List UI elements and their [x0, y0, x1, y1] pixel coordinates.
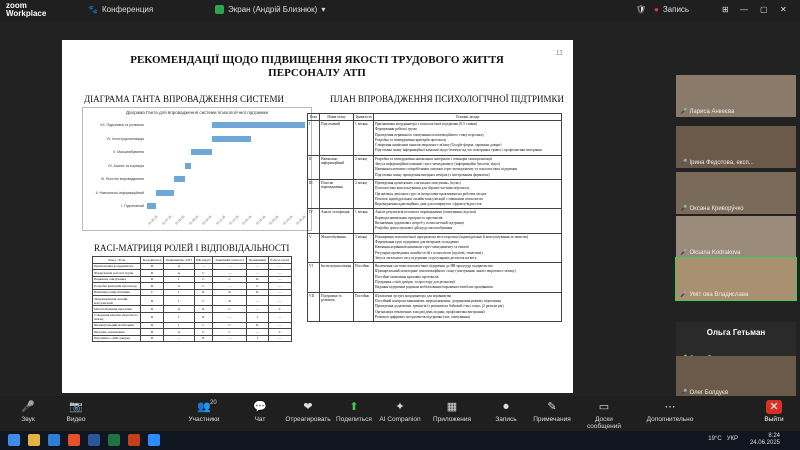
gantt-task-label: IV. Аналіз та корекція — [108, 163, 144, 168]
zoom-topbar — [0, 0, 800, 22]
plan-activity: Регулярне проведення онлайн-сесій з психологом (групові, тематичні) — [375, 250, 483, 255]
more-button[interactable] — [646, 400, 694, 423]
gantt-heading: ДІАГРАМА ГАНТА ВПРОВАДЖЕННЯ СИСТЕМИ — [84, 94, 284, 104]
plan-header-cell: Назва етапу — [320, 114, 354, 121]
raci-cell: — — [213, 312, 247, 322]
raci-cell: A — [164, 270, 194, 277]
gantt-x-tick: 01.06.25 — [147, 214, 159, 226]
gantt-row — [83, 174, 311, 185]
plan-activity: Підтримка «лінії довіри» та простору для релаксації — [375, 280, 456, 285]
gantt-chart-title: Діаграма Ганта для впровадження системи психологічної підтримки — [126, 110, 268, 115]
participant-name-text: Оксана Кривору́чко — [689, 206, 744, 212]
raci-cell: — — [268, 270, 291, 277]
gantt-bar — [212, 122, 305, 128]
raci-cell: C — [213, 329, 247, 336]
toolbar-label: Поделиться — [336, 416, 372, 423]
mic-muted-icon: 🎤 — [680, 390, 688, 396]
raci-cell: R — [141, 335, 164, 342]
participant-name — [680, 291, 748, 298]
raci-cell: Призначення координатора — [93, 263, 141, 270]
gantt-x-tick: 01.07.25 — [160, 214, 172, 226]
raci-cell: — — [268, 283, 291, 290]
raci-cell: R — [247, 289, 268, 296]
share-icon: ⬆ — [349, 401, 359, 413]
react-button[interactable] — [284, 400, 332, 423]
plan-activities-cell — [374, 292, 562, 321]
leave-icon: ✕ — [766, 400, 782, 414]
participant-tile[interactable] — [676, 75, 796, 117]
ai-companion-button[interactable] — [376, 400, 424, 423]
paw-icon: 🐾 — [88, 5, 98, 14]
excel-icon[interactable] — [108, 434, 120, 446]
plan-activity: Початок індивідуальних онлайн-консультацій з зовнішнім психологом — [375, 196, 483, 201]
plan-activities-cell — [374, 209, 562, 233]
record-button[interactable] — [482, 400, 530, 423]
gantt-bar — [174, 176, 185, 182]
raci-cell: — — [268, 312, 291, 322]
minimize-icon[interactable]: — — [740, 5, 748, 14]
plan-cell: II — [308, 155, 320, 179]
gantt-x-tick: 01.03.26 — [268, 214, 280, 226]
plan-activity: Постійний контроль виконавчих запропонованих, дотримання режиму відпочинку — [375, 298, 502, 303]
gantt-row — [83, 147, 311, 158]
slide-title: РЕКОМЕНДАЦІЇ ЩОДО ПІДВИЩЕННЯ ЯКОСТІ ТРУДОВОГО ЖИТТЯ ПЕРСОНАЛУ АТП — [130, 54, 504, 79]
gantt-x-tick: 01.09.25 — [187, 214, 199, 226]
raci-cell: — — [247, 306, 268, 313]
audio-icon: 🎤 — [21, 401, 35, 413]
plan-cell: 2 місяці — [354, 155, 374, 179]
plan-activities-cell — [374, 263, 562, 292]
participant-count-badge: 20 — [210, 400, 217, 406]
raci-cell: A — [164, 329, 194, 336]
plan-activity: Проведення додаткових тренінгів (з режимів на бойовий стан і тощо; (2 рази на рік) — [375, 304, 504, 309]
raci-cell: C — [194, 322, 213, 329]
plan-activity: Підготовка плану проведення вихідних вечірок (з інтегрованим форматом) — [375, 172, 490, 177]
raci-cell: R — [247, 322, 268, 329]
participant-name-text: Уміт ова Владислава — [689, 292, 749, 298]
system-tray[interactable]: 19°C УКР — [708, 436, 738, 442]
raci-header-cell: HR-відділ — [194, 257, 213, 264]
plan-activity: Проведення щомісячних «загальних опитувань» (пульс) — [375, 180, 461, 185]
plan-row — [308, 263, 562, 292]
raci-cell: — — [268, 276, 291, 283]
whiteboards-icon: ▭ — [598, 401, 610, 413]
raci-cell: R — [141, 329, 164, 336]
plan-cell: VI — [308, 263, 320, 292]
plan-cell: V — [308, 233, 320, 262]
presentation-slide — [62, 40, 573, 393]
raci-cell: — — [213, 270, 247, 277]
plan-row — [308, 121, 562, 156]
gantt-bar — [185, 163, 191, 169]
gantt-x-tick: 01.01.26 — [241, 214, 253, 226]
plan-cell: Постійно — [354, 263, 374, 292]
plan-row — [308, 155, 562, 179]
gantt-bar — [156, 190, 173, 196]
plan-cell: 1 місяць — [354, 209, 374, 233]
gantt-x-axis — [147, 214, 307, 226]
close-window-icon[interactable]: ✕ — [780, 5, 787, 14]
plan-activity: Організація декількох груп за інтересами-практиками на робочих місцях — [375, 191, 487, 196]
raci-cell: — — [247, 263, 268, 270]
raci-cell: C — [213, 306, 247, 313]
raci-cell: I — [247, 312, 268, 322]
raci-cell: R — [194, 335, 213, 342]
raci-cell: C — [247, 283, 268, 290]
plan-activity: Включення системи психологічної підтримки до HR-процедур підприємства — [375, 264, 493, 269]
raci-cell: Створення каналів зворотного зв'язку — [93, 312, 141, 322]
view-icon[interactable]: ⊞ — [722, 5, 729, 14]
plan-header-row — [308, 114, 562, 121]
toolbar-label: Примечания — [533, 416, 571, 423]
raci-cell: C — [213, 276, 247, 283]
plan-header-cell: Етап — [308, 114, 320, 121]
plan-cell: I — [308, 121, 320, 156]
gantt-x-tick: 01.02.26 — [255, 214, 267, 226]
plan-row — [308, 209, 562, 233]
gantt-x-tick: 01.12.25 — [228, 214, 240, 226]
gantt-x-tick: 01.05.26 — [295, 214, 307, 226]
mic-muted-icon: 🎤 — [680, 206, 688, 212]
toolbar-label: Звук — [21, 416, 35, 423]
plan-activity: Навчання керівників навичкам стрес-менеджменту та емпатії — [375, 245, 470, 250]
chrome-icon[interactable] — [68, 434, 80, 446]
toolbar-label: Доски сообщений — [586, 416, 622, 430]
apps-button[interactable] — [428, 400, 476, 423]
gantt-chart — [82, 107, 312, 231]
video-button[interactable] — [52, 400, 100, 423]
plan-cell: IV — [308, 209, 320, 233]
plan-cell: III — [308, 179, 320, 208]
raci-cell: C — [213, 322, 247, 329]
mic-muted-icon: 🎤 — [680, 160, 688, 166]
shared-screen-stage — [0, 22, 800, 396]
raci-cell: Щорічне оцінювання — [93, 329, 141, 336]
raci-cell: R — [194, 312, 213, 322]
raci-cell: I — [247, 335, 268, 342]
toolbar-label: Отреагировать — [285, 416, 331, 423]
plan-activity: Розробка та затвердження навчальних матеріалів і семінарів самоорганізації — [375, 156, 492, 161]
participant-name-text: Олег Болдуєв — [689, 390, 729, 396]
participant-name — [680, 205, 744, 212]
plan-cell: Інституціоналізація — [320, 263, 354, 292]
chevron-down-icon: ▾ — [321, 5, 326, 14]
windows-taskbar — [0, 431, 800, 450]
plan-cell: Масштабування — [320, 233, 354, 262]
word-icon[interactable] — [88, 434, 100, 446]
participant-name — [680, 159, 754, 166]
plan-cell: Аналіз та корекція — [320, 209, 354, 233]
raci-cell: R — [141, 276, 164, 283]
raci-cell: R — [213, 289, 247, 296]
participants-icon: 👥 — [197, 401, 211, 413]
conference-tab[interactable]: 🐾 Конференция — [88, 5, 154, 14]
raci-cell: — — [213, 283, 247, 290]
plan-header-cell: Основні заходи — [374, 114, 562, 121]
plan-cell: 3 місяці — [354, 233, 374, 262]
raci-cell: Щоквартальний моніторинг — [93, 322, 141, 329]
leave-button[interactable] — [750, 400, 798, 423]
participant-headline: Ольга Гетьман — [706, 328, 766, 337]
raci-cell: R — [194, 306, 213, 313]
mic-muted-icon: 🎤 — [680, 250, 688, 256]
react-icon: ❤ — [303, 401, 313, 413]
plan-activities-cell — [374, 179, 562, 208]
security-shield-icon[interactable]: 🛡 — [636, 5, 647, 14]
plan-activity: Формування робочої групи — [375, 127, 417, 132]
raci-cell: R — [141, 322, 164, 329]
toolbar-label: Приложения — [432, 416, 472, 423]
plan-activity: Створення анонімних каналів зворотного зв'язку (Google-форма, скриньки довіри) — [375, 143, 502, 148]
raci-cell: R — [213, 296, 247, 306]
participant-name-text: Oksana Kodrakova — [689, 250, 741, 256]
raci-cell: I — [164, 312, 194, 322]
raci-cell: Навчання співробітників — [93, 289, 141, 296]
plan-activity: Розширення психологічної програми на весь персонал (індивідуальне й консультування за запитом) — [375, 234, 528, 239]
edge-icon[interactable] — [48, 434, 60, 446]
plan-activity: Постійне оновлення кризових протоколів — [375, 274, 439, 279]
plan-row — [308, 233, 562, 262]
plan-activity: Розробка довгострокової дій щодо масштабування — [375, 226, 453, 231]
plan-activity: Розробка та затвердження критеріїв протоколу — [375, 137, 447, 142]
plan-activity: Навчання ключових співробітників основам стрес-менеджменту та психологічної підтримки — [375, 167, 518, 172]
plan-cell: Постійно — [354, 292, 374, 321]
gantt-row — [83, 201, 311, 212]
toolbar-label: Чат — [254, 416, 266, 423]
raci-cell: R — [141, 312, 164, 322]
toolbar-label: Участники — [188, 416, 220, 423]
ai-companion-icon: ✦ — [395, 401, 405, 413]
audio-button[interactable] — [4, 400, 52, 423]
share-screen-icon — [215, 5, 224, 14]
gantt-row — [83, 188, 311, 199]
raci-cell: C — [268, 306, 291, 313]
participant-name-text: Лариса Анкеєва — [689, 109, 735, 115]
gantt-task-label: V. Масштабування — [113, 150, 144, 154]
plan-cell: Пілотне впровадження — [320, 179, 354, 208]
plan-activity: Запуск інформаційної кампанії стрес-менеджменту (інформаційні буклети, відео) — [375, 162, 500, 167]
chat-button[interactable] — [236, 400, 284, 423]
raci-cell: C — [194, 276, 213, 283]
raci-cell: C — [141, 289, 164, 296]
raci-header-cell: Зовнішній психолог — [213, 257, 247, 264]
raci-header-cell: Заход / Роль — [93, 257, 141, 264]
share-button[interactable] — [330, 400, 378, 423]
raci-header-cell: Робоча група — [268, 257, 291, 264]
plan-header-cell: Тривалість — [355, 115, 372, 119]
participant-tile[interactable] — [676, 126, 796, 168]
raci-cell: — — [268, 289, 291, 296]
raci-cell: — — [268, 335, 291, 342]
raci-header-cell: Керівництво АТП — [164, 257, 194, 264]
raci-cell: I — [164, 296, 194, 306]
participant-tile[interactable] — [676, 356, 796, 398]
raci-cell: — — [213, 335, 247, 342]
raci-cell: R — [247, 276, 268, 283]
plan-activity: Проведення первинного опитування психоемоційного стану персоналу — [375, 132, 485, 137]
raci-cell: I — [164, 322, 194, 329]
raci-cell: R — [141, 263, 164, 270]
gantt-task-label: VII. Підтримка та розвиток — [100, 123, 144, 127]
gantt-x-tick: 01.08.25 — [174, 214, 186, 226]
powerpoint-icon[interactable] — [128, 434, 140, 446]
windows-start-icon[interactable] — [8, 434, 20, 446]
plan-activity: Впровадження адаптаційних днів для повернутих з фронту/відпусток — [375, 202, 482, 207]
plan-activity: Психологічне консультування для обраної частини персоналу — [375, 186, 470, 191]
zoom-taskbar-icon[interactable] — [148, 434, 160, 446]
plan-activity: Розвиток цифрових інструментів підтримки (чат, опитування) — [375, 314, 470, 319]
more-icon: ⋯ — [664, 401, 676, 413]
chat-icon: 💬 — [253, 401, 267, 413]
raci-cell: Первинне опитування — [93, 276, 141, 283]
maximize-icon[interactable]: ▢ — [760, 5, 768, 14]
participants-button[interactable] — [180, 400, 228, 423]
plan-activity: Призначення координатора з психологічної підтримки (0,5 ставки) — [375, 122, 478, 126]
raci-cell: — — [247, 329, 268, 336]
plan-activity: Підготовка плану інформаційної кампанії щодо безпеки під час повітряних тривог і профілактики вигорання — [375, 148, 542, 153]
raci-cell: A — [164, 283, 194, 290]
raci-cell: R — [194, 289, 213, 296]
record-icon: ⏺ — [503, 401, 509, 413]
notes-icon: ✎ — [547, 401, 557, 413]
plan-cell: 2 місяці — [354, 179, 374, 208]
raci-cell: C — [194, 296, 213, 306]
plan-activity: Щомісячна зустріч координатора для керівництва — [375, 293, 452, 298]
plan-cell: VII — [308, 292, 320, 321]
raci-cell: — — [194, 263, 213, 270]
system-clock[interactable]: 8:24 24.06.2025 — [749, 433, 780, 446]
gantt-row — [83, 120, 311, 131]
raci-row — [93, 335, 292, 342]
gantt-task-label: II. Навчально-інформаційний — [95, 190, 144, 195]
plan-cell: Підтримка та розвиток — [320, 292, 354, 321]
raci-row — [93, 296, 292, 306]
apps-icon: ▦ — [446, 401, 458, 413]
participant-tile[interactable] — [676, 216, 796, 258]
meeting-toolbar — [0, 396, 800, 431]
raci-cell: A — [164, 263, 194, 270]
raci-cell: Підтримка «лінії довіри» — [93, 335, 141, 342]
raci-header-cell: Працівники — [247, 257, 268, 264]
whiteboards-button[interactable] — [580, 400, 628, 430]
plan-row — [308, 179, 562, 208]
plan-table — [307, 113, 562, 322]
participant-tile[interactable] — [676, 258, 796, 300]
notes-button[interactable] — [528, 400, 576, 423]
video-icon: 📷 — [69, 401, 83, 413]
raci-cell: Розробка критеріїв протоколу — [93, 283, 141, 290]
raci-cell: — — [164, 335, 194, 342]
plan-activity: Надання підтримки родинам мобілізованих/поранених/загиблих працівників — [375, 285, 493, 290]
toolbar-label: Видео — [66, 416, 86, 423]
raci-cell: C — [194, 270, 213, 277]
raci-cell: C — [194, 329, 213, 336]
raci-cell: Масштабування програми — [93, 306, 141, 313]
raci-cell: Формування робочої групи — [93, 270, 141, 277]
raci-cell: I — [164, 276, 194, 283]
screen-share-label[interactable]: Экран (Андрій Близнюк) ▾ — [215, 5, 325, 14]
raci-row — [93, 312, 292, 322]
gantt-task-label: I. Підготовчий — [121, 204, 144, 208]
zoom-logo: zoom Workplace — [6, 1, 47, 18]
raci-cell: I — [164, 289, 194, 296]
mic-muted-icon: 🎤 — [680, 292, 688, 298]
slide-number: 11 — [555, 50, 563, 57]
raci-cell: — — [268, 322, 291, 329]
toolbar-label: Запись — [495, 416, 517, 423]
raci-cell: C — [194, 283, 213, 290]
plan-activity: Корекція навчальних програм та протоколів — [375, 215, 443, 220]
toolbar-label: AI Companion — [379, 416, 421, 423]
plan-activities-cell — [374, 121, 562, 156]
raci-cell: R — [141, 306, 164, 313]
raci-heading: RACI-МАТРИЦЯ РОЛЕЙ І ВІДПОВІДАЛЬНОСТІ — [94, 243, 290, 253]
plan-activity: Запуск загального часу підтримки та регулярних розсилок на весь — [375, 255, 477, 260]
gantt-row — [83, 134, 311, 145]
raci-table — [92, 256, 292, 342]
plan-heading: ПЛАН ВПРОВАДЖЕННЯ ПСИХОЛОГІЧНОЇ ПІДТРИМКИ — [330, 94, 564, 104]
raci-cell: — — [268, 263, 291, 270]
plan-activities-cell — [374, 233, 562, 262]
mic-muted-icon: 🎤 — [680, 109, 688, 115]
gantt-x-tick: 01.11.25 — [214, 214, 226, 226]
file-explorer-icon[interactable] — [28, 434, 40, 446]
plan-activity: Організація тематичних заходів (день подяки, профілактика вигорання) — [375, 309, 485, 314]
plan-activity: Формування груп підтримки для ветеранів та щоденно — [375, 239, 460, 244]
toolbar-label: Выйти — [764, 416, 784, 423]
raci-cell: R — [141, 270, 164, 277]
participant-name — [680, 249, 741, 256]
plan-row — [308, 292, 562, 321]
raci-header-cell: Координатор — [141, 257, 164, 264]
plan-activity: Щоквартальний моніторинг психоемоційного стану (опитування, аналіз зворотного зв'язку) — [375, 269, 516, 274]
gantt-task-label: VI. Інституціоналізація — [106, 136, 144, 141]
gantt-bar — [212, 136, 252, 142]
plan-cell: Підготовчий — [320, 121, 354, 156]
participant-name-text: Ірина Федотова, експ... — [689, 160, 754, 166]
gantt-x-tick: 01.10.25 — [201, 214, 213, 226]
toolbar-label: Дополнительно — [646, 416, 694, 423]
raci-cell: Запровадження онлайн-консультацій — [93, 296, 141, 306]
raci-cell: R — [141, 283, 164, 290]
participant-tile[interactable] — [676, 172, 796, 214]
participant-name — [680, 389, 728, 396]
plan-activities-cell — [374, 155, 562, 179]
raci-cell: — — [247, 296, 268, 306]
plan-activity: Аналіз результатів пілотного впровадження (опитування, відгуки) — [375, 210, 477, 215]
raci-cell: — — [268, 296, 291, 306]
raci-cell: R — [141, 296, 164, 306]
gantt-row — [83, 161, 311, 172]
gantt-bar — [147, 203, 156, 209]
gantt-task-label: III. Пілотне впровадження — [100, 177, 144, 181]
raci-cell: — — [247, 270, 268, 277]
gantt-x-tick: 01.04.26 — [282, 214, 294, 226]
plan-activity: Визначення додаткових потреб у психологічній підтримці — [375, 221, 464, 226]
record-dot-icon: ● — [654, 5, 659, 14]
record-indicator[interactable]: ● Запись — [654, 5, 690, 14]
raci-cell: C — [268, 329, 291, 336]
raci-cell: — — [213, 263, 247, 270]
plan-cell: 1 місяць — [354, 121, 374, 156]
participant-name — [680, 108, 734, 115]
plan-cell: Навчально-інформаційний — [320, 155, 354, 179]
gantt-bar — [191, 149, 212, 155]
raci-cell: A — [164, 306, 194, 313]
